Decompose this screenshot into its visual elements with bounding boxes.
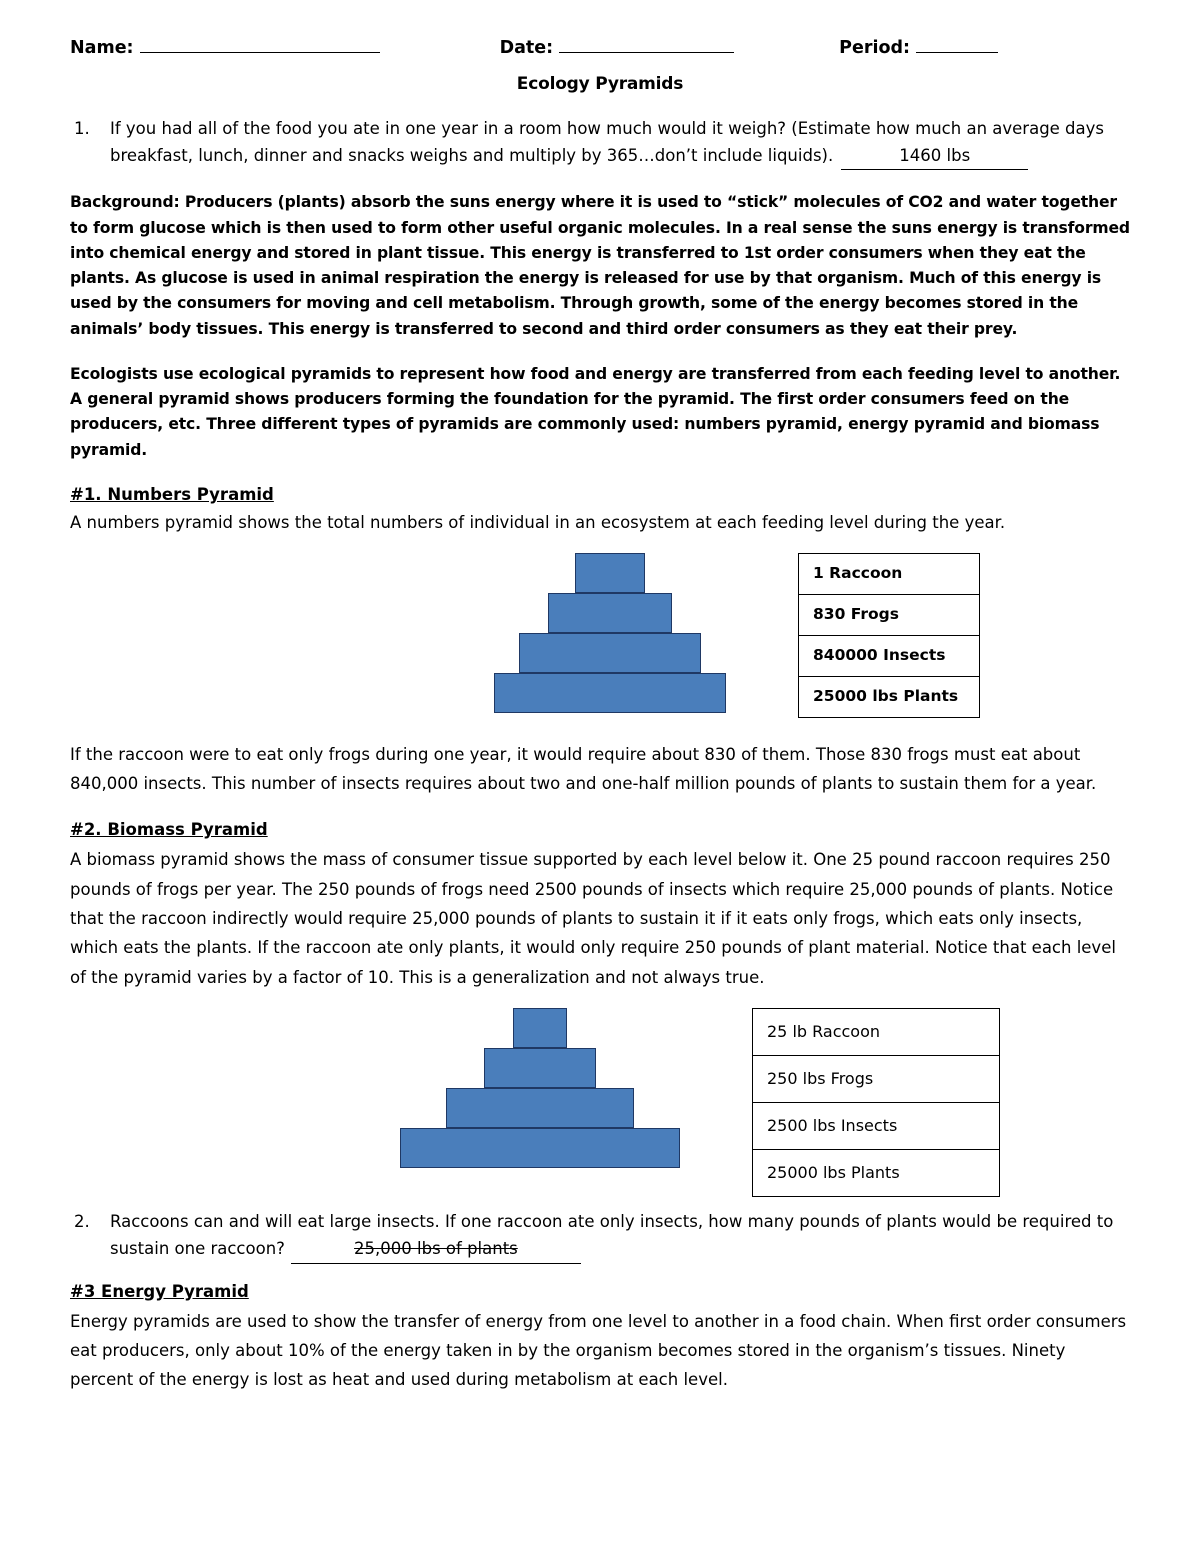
- question-1-number: 1.: [74, 119, 90, 138]
- date-field: [500, 38, 735, 58]
- question-2-body: [110, 1209, 1130, 1263]
- legend-row: 2500 lbs Insects: [753, 1103, 999, 1150]
- background-paragraph-2: Ecologists use ecological pyramids to represent how food and energy are transferred from each feeding level to another. A general pyramid shows producers forming the foundation for the pyramid. The first order consumers feed on the producers, etc. Three different types of pyramids are commonly used: numbers pyramid, energy pyramid and biomass pyramid.: [70, 364, 1121, 459]
- legend-row: 250 lbs Frogs: [753, 1056, 999, 1103]
- biomass-pyramid-legend: [752, 1008, 1000, 1197]
- period-blank[interactable]: [916, 52, 998, 53]
- numbers-pyramid-legend: [798, 553, 980, 718]
- section-1-intro: A numbers pyramid shows the total numbers of individual in an ecosystem at each feeding level during the year.: [70, 512, 1006, 532]
- name-field: [70, 38, 380, 58]
- question-2-text: Raccoons can and will eat large insects. If one raccoon ate only insects, how many pounds of plants would be required to sustain one raccoon?: [110, 1212, 1114, 1258]
- biomass-pyramid-graphic: [390, 1008, 690, 1168]
- pyramid-tier-base: [494, 673, 726, 713]
- question-1: [70, 116, 1130, 170]
- name-blank[interactable]: [140, 52, 380, 53]
- date-label: Date:: [499, 38, 554, 58]
- page-title: Ecology Pyramids: [516, 74, 684, 94]
- question-2-number: 2.: [74, 1212, 90, 1232]
- pyramid-tier-top: [513, 1008, 567, 1048]
- section-2-intro: A biomass pyramid shows the mass of consumer tissue supported by each level below it. One 25 pound raccoon requires 250 pounds of frogs per year. The 250 pounds of frogs need 2500 pounds of insects which require 25,000 pounds of plants. Notice that the raccoon indirectly would require 25,000 pounds of plants to sustain it if it eats only frogs, which eats only insects, which eats the plants. If the raccoon ate only plants, it would only require 250 pounds of plant material. Notice that each level of the pyramid varies by a factor of 10. This is a generalization and not always true.: [70, 850, 1116, 987]
- numbers-pyramid-block: [70, 553, 1130, 718]
- legend-row: 1 Raccoon: [799, 554, 979, 595]
- legend-row: 25000 lbs Plants: [753, 1150, 999, 1197]
- name-label: Name:: [70, 38, 134, 58]
- legend-row: 840000 Insects: [799, 636, 979, 677]
- period-label: Period:: [839, 38, 911, 58]
- question-2: [70, 1209, 1130, 1263]
- pyramid-tier-third: [446, 1088, 634, 1128]
- pyramid-tier-top: [575, 553, 645, 593]
- header-fields: [70, 38, 1130, 58]
- date-blank[interactable]: [559, 52, 734, 53]
- legend-row: 830 Frogs: [799, 595, 979, 636]
- section-1-heading: #1. Numbers Pyramid: [70, 484, 274, 504]
- question-1-text: If you had all of the food you ate in one year in a room how much would it weigh? (Estimate how much an average days breakfast, lunch, dinner and snacks weighs and multiply by 365…don’t include liquids).: [110, 119, 1105, 165]
- pyramid-tier-third: [519, 633, 701, 673]
- background-paragraph-1: Background: Producers (plants) absorb the suns energy where it is used to “stick” molecules of CO2 and water together to form glucose which is then used to form other useful organic molecules. In a real sense the suns energy is transformed into chemical energy and stored in plant tissue. This energy is transferred to 1st order consumers when they eat the plants. As glucose is used in animal respiration the energy is released for use by that organism. Much of this energy is used by the consumers for moving and cell metabolism. Through growth, some of the energy becomes stored in the animals’ body tissues. This energy is transferred to second and third order consumers as they eat their prey.: [70, 193, 1130, 338]
- legend-row: 25 lb Raccoon: [753, 1009, 999, 1056]
- section-1-after-text: If the raccoon were to eat only frogs during one year, it would require about 830 of them. Those 830 frogs must eat about 840,000 insects. This number of insects requires about two and one-half million pounds of plants to sustain them for a year.: [70, 744, 1097, 794]
- pyramid-tier-second: [548, 593, 672, 633]
- legend-row: 25000 lbs Plants: [799, 677, 979, 718]
- question-2-answer[interactable]: 25,000 lbs of plants: [291, 1236, 581, 1264]
- question-1-body: [110, 116, 1130, 170]
- section-2-heading: #2. Biomass Pyramid: [70, 820, 268, 840]
- pyramid-tier-base: [400, 1128, 680, 1168]
- pyramid-tier-second: [484, 1048, 596, 1088]
- period-field: [839, 38, 998, 58]
- biomass-pyramid-block: [70, 1008, 1130, 1197]
- section-3-heading: #3 Energy Pyramid: [70, 1281, 249, 1301]
- numbers-pyramid-graphic: [460, 553, 760, 713]
- question-1-answer[interactable]: 1460 lbs: [841, 143, 1028, 171]
- section-3-text: Energy pyramids are used to show the transfer of energy from one level to another in a food chain. When first order consumers eat producers, only about 10% of the energy taken in by the organism becomes stored in the organism’s tissues. Ninety percent of the energy is lost as heat and used during metabolism at each level.: [70, 1311, 1127, 1390]
